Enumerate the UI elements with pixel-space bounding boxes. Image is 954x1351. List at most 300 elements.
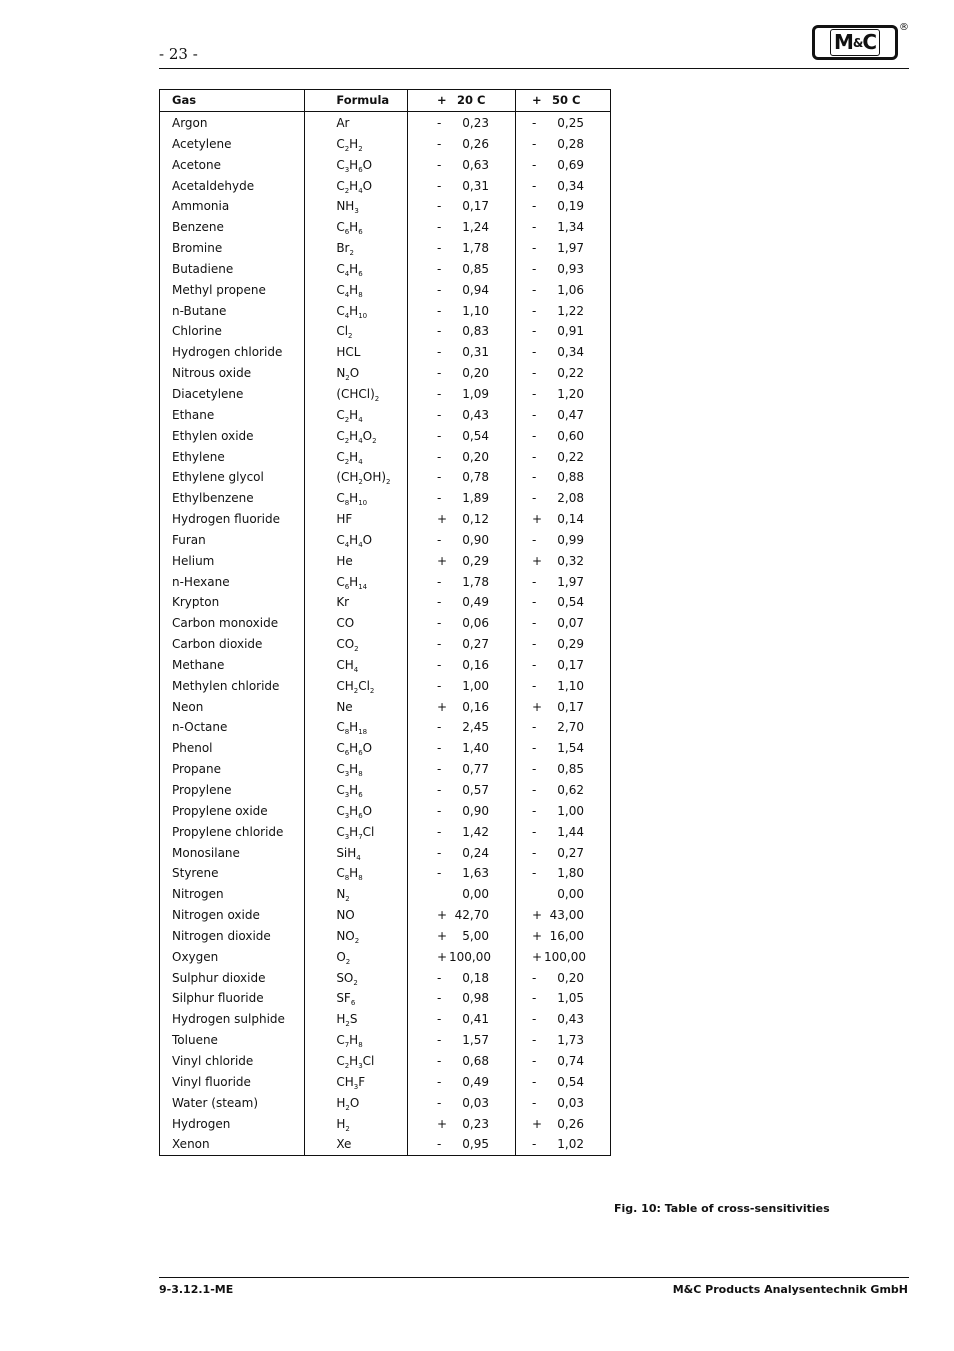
value-50c xyxy=(515,738,610,759)
value-50c xyxy=(515,1009,610,1030)
sign-50c: - xyxy=(531,1012,537,1027)
sign-20c: - xyxy=(436,783,442,797)
sign-20c: - xyxy=(436,136,442,151)
gas-name: Hydrogen chloride xyxy=(160,342,305,363)
sign-50c: - xyxy=(531,178,537,193)
number-50c: 0,43 xyxy=(557,1012,584,1027)
gas-formula: Kr xyxy=(305,592,408,613)
sign-50c: - xyxy=(531,803,537,818)
table-row xyxy=(160,134,611,155)
table-row xyxy=(160,447,611,468)
value-50c xyxy=(515,426,610,447)
sign-20c: + xyxy=(436,553,448,568)
value-50c xyxy=(515,634,610,655)
value-20c xyxy=(407,112,515,134)
value-50c xyxy=(515,717,610,738)
table-row xyxy=(160,717,611,738)
page-number: - 23 - xyxy=(159,45,198,63)
value-20c xyxy=(407,988,515,1009)
gas-name: Nitrogen oxide xyxy=(160,905,305,926)
sign-20c: - xyxy=(436,637,442,652)
sign-20c: - xyxy=(436,428,442,443)
table-row xyxy=(160,176,611,197)
value-20c xyxy=(407,968,515,989)
number-20c: 0,27 xyxy=(462,637,489,652)
value-50c xyxy=(515,801,610,822)
sign-20c: - xyxy=(436,366,442,381)
sign-50c: - xyxy=(531,1033,537,1048)
number-50c: 0,22 xyxy=(557,449,584,464)
gas-name: Toluene xyxy=(160,1030,305,1051)
sign-50c: - xyxy=(531,1053,537,1068)
gas-name: Argon xyxy=(160,112,305,134)
number-20c: 0,83 xyxy=(462,324,489,339)
number-50c: 1,00 xyxy=(557,803,584,818)
number-50c: 0,28 xyxy=(557,136,584,151)
gas-formula: $C_2H_2$ xyxy=(305,134,408,155)
sign-20c: - xyxy=(436,741,442,756)
table-row xyxy=(160,426,611,447)
gas-formula: $H_2O$ xyxy=(305,1093,408,1114)
table-row xyxy=(160,592,611,613)
sign-50c: - xyxy=(531,532,537,547)
gas-name: Ethylene glycol xyxy=(160,467,305,488)
value-20c xyxy=(407,905,515,926)
gas-formula: $(CH_2OH)_2$ xyxy=(305,467,408,488)
gas-formula: Xe xyxy=(305,1134,408,1155)
gas-name: Monosilane xyxy=(160,843,305,864)
sign-50c: - xyxy=(531,1095,537,1110)
table-row xyxy=(160,384,611,405)
sign-20c: - xyxy=(436,1095,442,1110)
gas-name: Silphur fluoride xyxy=(160,988,305,1009)
number-20c: 1,00 xyxy=(462,678,489,693)
number-50c: 0,20 xyxy=(557,970,584,985)
sign-20c: - xyxy=(436,220,442,235)
sign-20c: - xyxy=(436,386,442,401)
table-row xyxy=(160,238,611,259)
value-20c xyxy=(407,613,515,634)
sign-50c: - xyxy=(531,220,537,235)
number-20c: 0,29 xyxy=(462,553,489,568)
sign-50c: - xyxy=(531,407,537,422)
number-20c: 0,98 xyxy=(462,991,489,1006)
value-20c xyxy=(407,176,515,197)
gas-name: Propane xyxy=(160,759,305,780)
value-20c xyxy=(407,155,515,176)
gas-name: Hydrogen fluoride xyxy=(160,509,305,530)
number-20c: 1,57 xyxy=(462,1033,489,1048)
gas-formula: $H_2S$ xyxy=(305,1009,408,1030)
gas-name: Propylene xyxy=(160,780,305,801)
gas-formula: $CH_2Cl_2$ xyxy=(305,676,408,697)
number-20c: 0,20 xyxy=(462,449,489,464)
value-50c xyxy=(515,655,610,676)
number-50c: 1,54 xyxy=(557,741,584,756)
value-50c xyxy=(515,384,610,405)
gas-name: Nitrogen xyxy=(160,884,305,905)
gas-formula: $N_2O$ xyxy=(305,363,408,384)
gas-name: Methyl propene xyxy=(160,280,305,301)
number-50c: 0,17 xyxy=(557,699,584,714)
gas-formula: $C_3H_6O$ xyxy=(305,801,408,822)
number-20c: 1,24 xyxy=(462,220,489,235)
value-20c xyxy=(407,426,515,447)
number-20c: 1,78 xyxy=(462,574,489,589)
number-20c: 0,85 xyxy=(462,261,489,276)
sign-50c: - xyxy=(531,741,537,756)
sign-20c: - xyxy=(436,991,442,1006)
gas-formula: $NO_2$ xyxy=(305,926,408,947)
value-20c xyxy=(407,196,515,217)
sign-50c: - xyxy=(531,116,537,130)
number-50c: 0,03 xyxy=(557,1095,584,1110)
gas-formula: $C_6H_6O$ xyxy=(305,738,408,759)
number-50c: 1,73 xyxy=(557,1033,584,1048)
registered-mark: ® xyxy=(899,22,909,33)
number-50c: 0,62 xyxy=(557,783,584,797)
number-20c: 42,70 xyxy=(454,908,489,923)
gas-name: n-Octane xyxy=(160,717,305,738)
gas-name: Ethylbenzene xyxy=(160,488,305,509)
number-50c: 0,00 xyxy=(557,887,584,902)
value-20c xyxy=(407,822,515,843)
gas-name: Ethane xyxy=(160,405,305,426)
sign-20c: - xyxy=(436,407,442,422)
number-50c: 1,06 xyxy=(557,282,584,297)
table-row xyxy=(160,822,611,843)
sign-50c: + xyxy=(531,908,543,923)
cross-sensitivity-table xyxy=(159,89,611,1156)
value-20c xyxy=(407,405,515,426)
value-50c xyxy=(515,676,610,697)
number-50c: 0,60 xyxy=(557,428,584,443)
value-20c xyxy=(407,717,515,738)
number-50c: 0,54 xyxy=(557,1074,584,1089)
sign-50c: - xyxy=(531,991,537,1006)
number-20c: 0,57 xyxy=(462,783,489,797)
sign-50c: - xyxy=(531,574,537,589)
gas-formula: CO xyxy=(305,613,408,634)
value-50c xyxy=(515,447,610,468)
value-50c xyxy=(515,863,610,884)
value-50c xyxy=(515,112,610,134)
value-20c xyxy=(407,655,515,676)
number-50c: 0,29 xyxy=(557,637,584,652)
sign-20c: - xyxy=(436,261,442,276)
gas-formula: $CH_4$ xyxy=(305,655,408,676)
number-20c: 0,12 xyxy=(462,512,489,527)
number-20c: 0,68 xyxy=(462,1053,489,1068)
gas-formula: $NH_3$ xyxy=(305,196,408,217)
sign-20c: - xyxy=(436,178,442,193)
sign-50c: - xyxy=(531,428,537,443)
table-row xyxy=(160,321,611,342)
gas-name: Phenol xyxy=(160,738,305,759)
sign-20c: - xyxy=(436,532,442,547)
table-row xyxy=(160,863,611,884)
value-50c xyxy=(515,1134,610,1155)
gas-formula: $Br_2$ xyxy=(305,238,408,259)
sign-20c: + xyxy=(436,699,448,714)
gas-name: Xenon xyxy=(160,1134,305,1155)
gas-name: Methane xyxy=(160,655,305,676)
header-gas: Gas xyxy=(160,90,305,112)
gas-formula: $N_2$ xyxy=(305,884,408,905)
gas-formula: $CO_2$ xyxy=(305,634,408,655)
sign-20c: + xyxy=(436,512,448,527)
gas-formula: HCL xyxy=(305,342,408,363)
gas-name: Carbon dioxide xyxy=(160,634,305,655)
sign-50c: - xyxy=(531,678,537,693)
gas-name: Diacetylene xyxy=(160,384,305,405)
sign-50c: + xyxy=(531,1116,543,1131)
value-20c xyxy=(407,509,515,530)
gas-name: n-Hexane xyxy=(160,572,305,593)
value-20c xyxy=(407,134,515,155)
number-20c: 0,03 xyxy=(462,1095,489,1110)
gas-name: Krypton xyxy=(160,592,305,613)
value-20c xyxy=(407,572,515,593)
number-50c: 0,47 xyxy=(557,407,584,422)
number-50c: 1,97 xyxy=(557,241,584,256)
value-20c xyxy=(407,1093,515,1114)
number-50c: 2,70 xyxy=(557,720,584,735)
sign-20c: - xyxy=(436,657,442,672)
number-50c: 2,08 xyxy=(557,491,584,506)
value-50c xyxy=(515,134,610,155)
table-row xyxy=(160,488,611,509)
number-50c: 0,93 xyxy=(557,261,584,276)
gas-formula: $C_8H_8$ xyxy=(305,863,408,884)
table-row xyxy=(160,342,611,363)
number-20c: 0,31 xyxy=(462,345,489,360)
value-50c xyxy=(515,405,610,426)
gas-name: Chlorine xyxy=(160,321,305,342)
sign-20c: - xyxy=(436,241,442,256)
sign-50c: + xyxy=(531,553,543,568)
table-row xyxy=(160,1030,611,1051)
number-20c: 0,54 xyxy=(462,428,489,443)
sign-20c: + xyxy=(436,1116,448,1131)
sign-20c: - xyxy=(436,845,442,860)
table-row xyxy=(160,551,611,572)
number-50c: 1,22 xyxy=(557,303,584,318)
table-row xyxy=(160,509,611,530)
value-20c xyxy=(407,447,515,468)
table-row xyxy=(160,363,611,384)
gas-formula: HF xyxy=(305,509,408,530)
value-50c xyxy=(515,363,610,384)
sign-50c: - xyxy=(531,866,537,881)
table-row xyxy=(160,1114,611,1135)
value-20c xyxy=(407,1134,515,1155)
number-50c: 1,10 xyxy=(557,678,584,693)
sign-20c: - xyxy=(436,616,442,631)
number-50c: 0,34 xyxy=(557,345,584,360)
number-50c: 43,00 xyxy=(549,908,584,923)
value-20c xyxy=(407,384,515,405)
gas-formula: $C_4H_4O$ xyxy=(305,530,408,551)
sign-50c: + xyxy=(531,512,543,527)
value-50c xyxy=(515,759,610,780)
gas-formula: $C_8H_{18}$ xyxy=(305,717,408,738)
number-50c: 0,07 xyxy=(557,616,584,631)
value-20c xyxy=(407,884,515,905)
value-20c xyxy=(407,259,515,280)
gas-formula: $SO_2$ xyxy=(305,968,408,989)
table-row xyxy=(160,801,611,822)
number-20c: 1,63 xyxy=(462,866,489,881)
number-20c: 0,95 xyxy=(462,1137,489,1152)
sign-20c: - xyxy=(436,282,442,297)
number-20c: 0,17 xyxy=(462,199,489,214)
sign-50c: + xyxy=(531,928,543,943)
sign-50c: - xyxy=(531,720,537,735)
gas-name: Hydrogen sulphide xyxy=(160,1009,305,1030)
gas-name: Bromine xyxy=(160,238,305,259)
gas-name: Acetaldehyde xyxy=(160,176,305,197)
number-20c: 0,90 xyxy=(462,803,489,818)
company-name: M&C Products Analysentechnik GmbH xyxy=(672,1283,908,1296)
number-20c: 0,77 xyxy=(462,762,489,777)
table-row xyxy=(160,467,611,488)
table-row xyxy=(160,759,611,780)
gas-formula: $O_2$ xyxy=(305,947,408,968)
gas-name: Ethylen oxide xyxy=(160,426,305,447)
value-20c xyxy=(407,342,515,363)
number-50c: 0,74 xyxy=(557,1053,584,1068)
gas-name: Benzene xyxy=(160,217,305,238)
gas-name: Nitrogen dioxide xyxy=(160,926,305,947)
value-20c xyxy=(407,780,515,801)
number-50c: 0,32 xyxy=(557,553,584,568)
value-20c xyxy=(407,1030,515,1051)
table-row xyxy=(160,301,611,322)
sign-50c: - xyxy=(531,470,537,485)
number-20c: 0,78 xyxy=(462,470,489,485)
gas-formula: NO xyxy=(305,905,408,926)
table-row xyxy=(160,1009,611,1030)
gas-formula: $C_6H_{14}$ xyxy=(305,572,408,593)
number-20c: 1,78 xyxy=(462,241,489,256)
value-20c xyxy=(407,321,515,342)
value-50c xyxy=(515,1114,610,1135)
value-20c xyxy=(407,363,515,384)
sign-20c: + xyxy=(436,908,448,923)
gas-formula: $C_2H_4$ xyxy=(305,405,408,426)
table-row xyxy=(160,655,611,676)
number-50c: 0,17 xyxy=(557,657,584,672)
value-20c xyxy=(407,217,515,238)
gas-formula: $C_8H_{10}$ xyxy=(305,488,408,509)
value-50c xyxy=(515,530,610,551)
gas-name: n-Butane xyxy=(160,301,305,322)
gas-name: Vinyl fluoride xyxy=(160,1072,305,1093)
sign-20c: - xyxy=(436,803,442,818)
sign-50c: - xyxy=(531,282,537,297)
sign-50c: - xyxy=(531,1137,537,1152)
gas-name: Acetone xyxy=(160,155,305,176)
number-50c: 1,20 xyxy=(557,386,584,401)
number-50c: 0,88 xyxy=(557,470,584,485)
gas-name: Hydrogen xyxy=(160,1114,305,1135)
table-row xyxy=(160,843,611,864)
gas-formula: $C_7H_8$ xyxy=(305,1030,408,1051)
table-row xyxy=(160,634,611,655)
table-row xyxy=(160,947,611,968)
gas-name: Butadiene xyxy=(160,259,305,280)
value-50c xyxy=(515,822,610,843)
gas-formula: $C_6H_6$ xyxy=(305,217,408,238)
gas-formula: $CH_3F$ xyxy=(305,1072,408,1093)
sign-50c: - xyxy=(531,762,537,777)
number-20c: 0,41 xyxy=(462,1012,489,1027)
value-50c xyxy=(515,196,610,217)
value-20c xyxy=(407,926,515,947)
value-20c xyxy=(407,1009,515,1030)
gas-name: Helium xyxy=(160,551,305,572)
sign-50c: - xyxy=(531,345,537,360)
number-20c: 0,23 xyxy=(462,116,489,130)
sign-50c: - xyxy=(531,1074,537,1089)
gas-name: Styrene xyxy=(160,863,305,884)
sign-20c: - xyxy=(436,1012,442,1027)
value-20c xyxy=(407,738,515,759)
sign-20c: + xyxy=(436,928,448,943)
gas-name: Nitrous oxide xyxy=(160,363,305,384)
number-50c: 1,34 xyxy=(557,220,584,235)
gas-formula: $Cl_2$ xyxy=(305,321,408,342)
header-rule xyxy=(159,68,909,69)
gas-formula: $(CHCl)_2$ xyxy=(305,384,408,405)
gas-formula: $C_3H_6$ xyxy=(305,780,408,801)
sign-50c: - xyxy=(531,845,537,860)
gas-formula: Ar xyxy=(305,112,408,134)
value-50c xyxy=(515,905,610,926)
number-20c: 0,24 xyxy=(462,845,489,860)
table-row xyxy=(160,968,611,989)
sign-20c: - xyxy=(436,970,442,985)
sign-20c: - xyxy=(436,1074,442,1089)
sign-50c: - xyxy=(531,824,537,839)
value-50c xyxy=(515,259,610,280)
value-50c xyxy=(515,988,610,1009)
number-20c: 0,26 xyxy=(462,136,489,151)
gas-name: Ethylene xyxy=(160,447,305,468)
number-20c: 1,09 xyxy=(462,386,489,401)
value-50c xyxy=(515,1072,610,1093)
value-50c xyxy=(515,947,610,968)
value-20c xyxy=(407,1051,515,1072)
mc-logo xyxy=(812,25,898,60)
sign-50c: - xyxy=(531,491,537,506)
table-row xyxy=(160,1134,611,1155)
sign-50c: - xyxy=(531,595,537,610)
number-20c: 100,00 xyxy=(448,949,491,964)
number-50c: 1,44 xyxy=(557,824,584,839)
number-50c: 0,54 xyxy=(557,595,584,610)
gas-formula: $C_2H_3Cl$ xyxy=(305,1051,408,1072)
sign-50c: - xyxy=(531,303,537,318)
value-50c xyxy=(515,155,610,176)
value-20c xyxy=(407,301,515,322)
sign-50c: + xyxy=(531,699,543,714)
table-row xyxy=(160,155,611,176)
gas-name: Ammonia xyxy=(160,196,305,217)
number-20c: 0,94 xyxy=(462,282,489,297)
sign-50c: - xyxy=(531,241,537,256)
